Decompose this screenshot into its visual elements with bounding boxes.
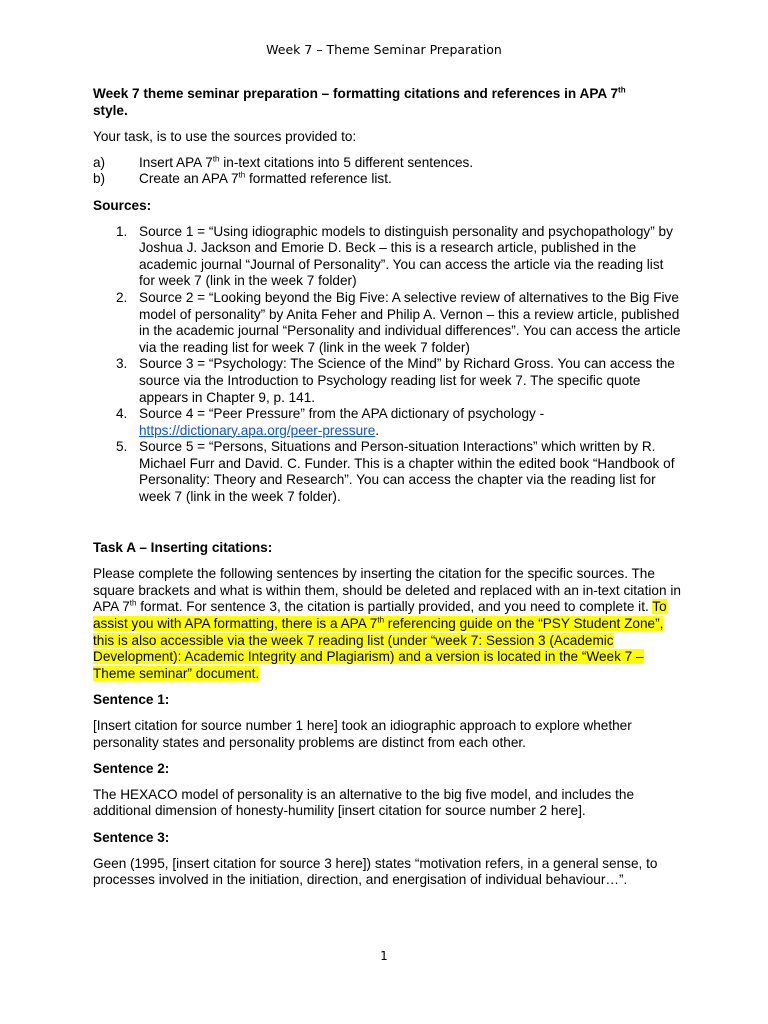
apa-dictionary-link[interactable]: https://dictionary.apa.org/peer-pressure	[139, 422, 376, 438]
task-item: a) Insert APA 7th in-text citations into 5 different sentences.	[93, 154, 474, 170]
sources-list	[93, 224, 683, 506]
sentence-3-heading: Sentence 3:	[93, 829, 170, 845]
page-number: 1	[380, 949, 388, 963]
source-item: 5. Source 5 = “Persons, Situations and Person-situation Interactions” which written by R. Michael Furr and David. C. Funder. This is a chapter within the edited book “Handbook of Personality: Theory and Research”. You can access the chapter via the reading list for week 7 (link in the week 7 folder).	[116, 439, 675, 505]
intro-text: Your task, is to use the sources provided to:	[93, 129, 357, 145]
source-item: 3. Source 3 = “Psychology: The Science of the Mind” by Richard Gross. You can access the source via the Introduction to Psychology reading list for week 7. The specific quote appears in Chapter 9, p. 141.	[116, 356, 675, 405]
sentence-2-text: The HEXACO model of personality is an alternative to the big five model, and includes the additional dimension of honesty-humility [insert citation for source number 2 here].	[93, 786, 635, 819]
sources-heading: Sources:	[93, 197, 152, 213]
source-item: 2. Source 2 = “Looking beyond the Big Five: A selective review of alternatives to the Big Five model of personality” by Anita Feher and Philip A. Vernon – this a review article, published in the academic journal “Personality and individual differences”. You can access the article via the reading list for week 7 (link in the week 7 folder)	[116, 289, 681, 355]
highlighted-note: To assist you with APA formatting, there is a APA 7th referencing guide on the “PSY Student Zone”, this is also accessible via the week 7 reading list (under “week 7: Session 3 (Academic Development): Academic Integrity and Plagiarism) and a version is located in the “Week 7 – Theme seminar” document.	[93, 599, 667, 681]
task-a-heading: Task A – Inserting citations:	[93, 539, 273, 555]
sentence-1-heading: Sentence 1:	[93, 692, 170, 708]
task-list	[93, 155, 683, 188]
document-body	[93, 86, 683, 889]
sentence-2-heading: Sentence 2:	[93, 761, 170, 777]
page-header: Week 7 – Theme Seminar Preparation	[266, 42, 502, 57]
source-item: 4. Source 4 = “Peer Pressure” from the APA dictionary of psychology - https://dictionary.apa.org/peer-pressure.	[116, 406, 545, 438]
source-item: 1. Source 1 = “Using idiographic models to distinguish personality and psychopathology” by Joshua J. Jackson and Emorie D. Beck – this is a research article, published in the academic journal “Journal of Personality”. You can access the article via the reading list for week 7 (link in the week 7 folder)	[116, 223, 673, 289]
task-a-instructions: Please complete the following sentences by inserting the citation for the specific sources. The square brackets and what is within them, should be deleted and replaced with an in-text citation in APA 7th format. For sentence 3, the citation is partially provided, and you need to complete it. To assist you with APA formatting, there is a APA 7th referencing guide on the “PSY Student Zone”, this is also accessible via the week 7 reading list (under “week 7: Session 3 (Academic Development): Academic Integrity and Plagiarism) and a version is located in the “Week 7 – Theme seminar” document.	[93, 566, 681, 681]
sentence-1-text: [Insert citation for source number 1 here] took an idiographic approach to explore whether personality states and personality problems are distinct from each other.	[93, 718, 632, 750]
document-title: Week 7 theme seminar preparation – formatting citations and references in APA 7th style.	[93, 85, 626, 118]
sentence-3-text: Geen (1995, [insert citation for source 3 here]) states “motivation refers, in a general sense, to processes involved in the initiation, direction, and energisation of individual behaviour…”.	[93, 855, 658, 888]
task-item: b) Create an APA 7th formatted reference list.	[93, 170, 392, 187]
